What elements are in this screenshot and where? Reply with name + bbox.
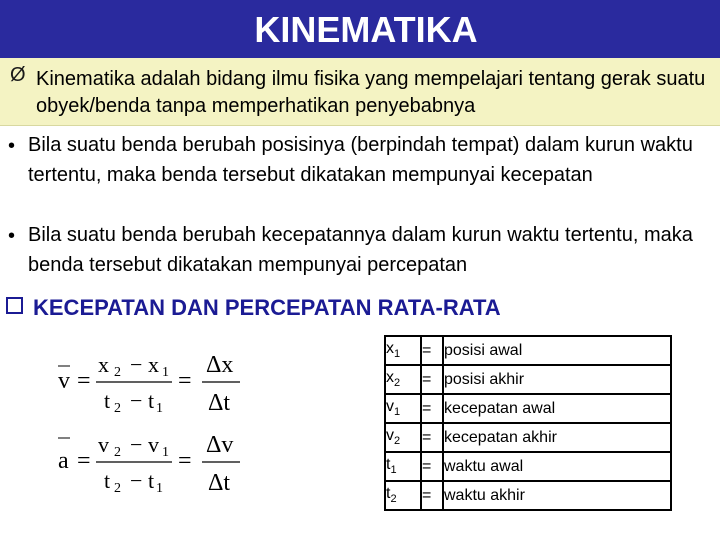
eq-v-minus2: −: [130, 388, 143, 413]
def-description: waktu awal: [443, 452, 671, 481]
eq-v-num2: x: [148, 352, 159, 377]
eq-a-minus: −: [130, 432, 143, 457]
eq-a-sub4: 1: [156, 481, 163, 496]
eq-a-num1: v: [98, 432, 109, 457]
eq-v-den2: t: [148, 388, 155, 413]
def-symbol: $t_2$: [385, 481, 421, 510]
eq-a-sub1: 2: [114, 445, 121, 460]
bullet-icon: •: [8, 225, 16, 247]
intro-box: [0, 58, 720, 126]
def-description: posisi awal: [443, 336, 671, 365]
def-description: kecepatan awal: [443, 394, 671, 423]
eq-v-num1: x: [98, 352, 109, 377]
def-equals: =: [421, 394, 443, 423]
eq-a-dden: Δt: [208, 470, 231, 496]
section-title: KECEPATAN DAN PERCEPATAN RATA-RATA: [33, 295, 501, 320]
def-equals: =: [421, 423, 443, 452]
def-equals: =: [421, 481, 443, 510]
def-equals: =: [421, 365, 443, 394]
def-symbol: $v_2$: [385, 423, 421, 452]
checkbox-bullet-icon: [6, 297, 23, 314]
eq-v-dden: Δt: [208, 390, 231, 416]
table-row: [385, 423, 671, 452]
definitions-table: [384, 335, 672, 511]
eq-v-sub1: 2: [114, 365, 121, 380]
eq-v-dnum: Δx: [206, 352, 234, 378]
eq-a-dnum: Δv: [206, 432, 234, 458]
eq-v-sub4: 1: [156, 401, 163, 416]
def-description: posisi akhir: [443, 365, 671, 394]
table-row: [385, 452, 671, 481]
equations: [52, 348, 252, 498]
eq-v-minus: −: [130, 352, 143, 377]
def-equals: =: [421, 336, 443, 365]
table-row: [385, 481, 671, 510]
eq-a-sub3: 2: [114, 481, 121, 496]
slide-title: KINEMATIKA: [254, 9, 478, 50]
table-row: [385, 336, 671, 365]
eq-v-sub3: 2: [114, 401, 121, 416]
table-row: [385, 394, 671, 423]
table-row: [385, 365, 671, 394]
eq-v-sub2: 1: [162, 365, 169, 380]
def-symbol: $v_1$: [385, 394, 421, 423]
eq-a-sub2: 1: [162, 445, 169, 460]
def-description: kecepatan akhir: [443, 423, 671, 452]
def-symbol: $t_1$: [385, 452, 421, 481]
eq-v-den1: t: [104, 388, 111, 413]
eq-a-num2: v: [148, 432, 159, 457]
eq-v-eq2: =: [178, 368, 192, 394]
intro-text: Kinematika adalah bidang ilmu fisika yang mempelajari tentang gerak suatu obyek/benda tanpa memperhatikan penyebabnya: [36, 68, 706, 117]
eq-a-den2: t: [148, 468, 155, 493]
eq-a-eq1: =: [77, 448, 91, 474]
def-description: waktu akhir: [443, 481, 671, 510]
eq-a-eq2: =: [178, 448, 192, 474]
eq-a-den1: t: [104, 468, 111, 493]
section-heading: [6, 294, 501, 322]
eq-v-eq1: =: [77, 368, 91, 394]
def-symbol: $x_2$: [385, 365, 421, 394]
def-equals: =: [421, 452, 443, 481]
arrow-bullet-icon: Ø: [10, 64, 26, 86]
eq-a-lhs: a: [58, 448, 69, 474]
bullet-text-1: Bila suatu benda berubah posisinya (berpindah tempat) dalam kurun waktu tertentu, maka benda tersebut dikatakan mempunyai kecepatan: [28, 134, 693, 186]
eq-a-minus2: −: [130, 468, 143, 493]
bullet-text-2: Bila suatu benda berubah kecepatannya dalam kurun waktu tertentu, maka benda tersebut dikatakan mempunyai percepatan: [28, 224, 693, 276]
eq-v-lhs: v: [58, 368, 70, 394]
bullet-icon: •: [8, 135, 16, 157]
def-symbol: $x_1$: [385, 336, 421, 365]
